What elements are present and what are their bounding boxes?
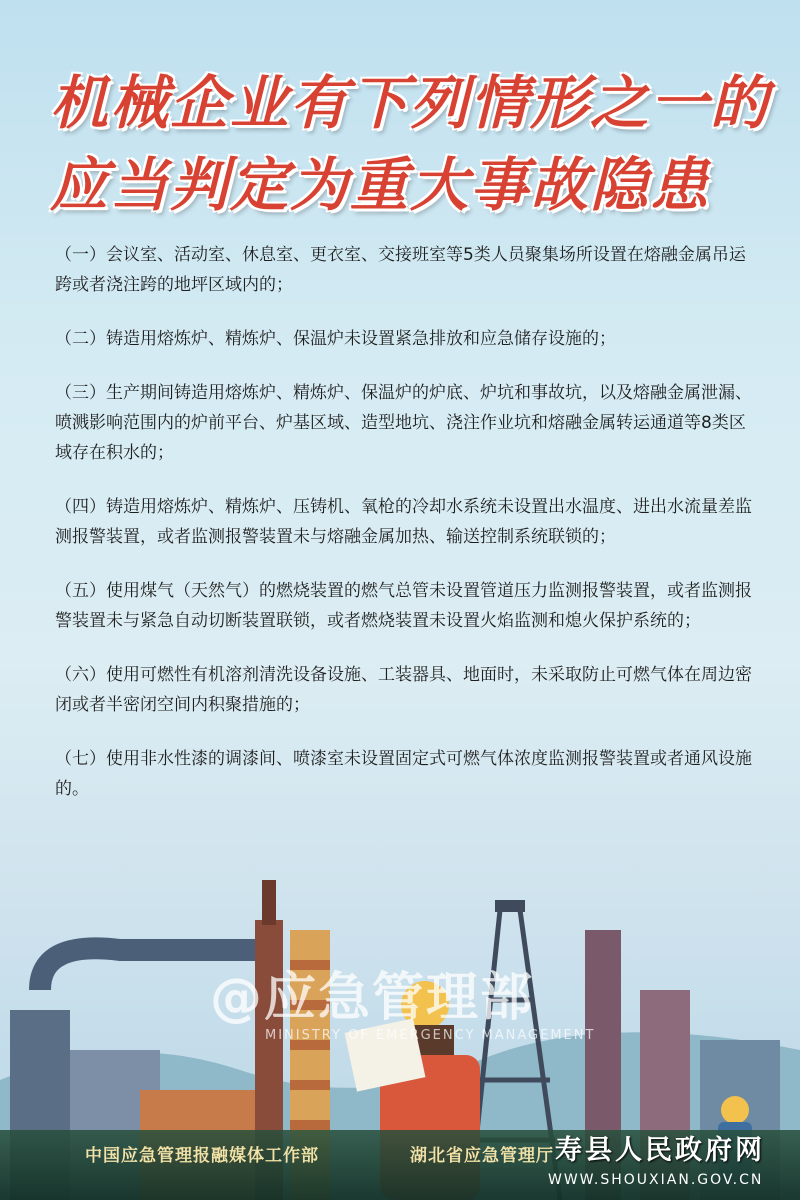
hazard-item-5: （五）使用煤气（天然气）的燃烧装置的燃气总管未设置管道压力监测报警装置，或者监测报警装置未与紧急自动切断装置联锁，或者燃烧装置未设置火焰监测和熄火保护系统的； <box>55 581 752 631</box>
chimney-top <box>262 880 276 925</box>
footer-credit-left: 中国应急管理报融媒体工作部 <box>85 1146 319 1166</box>
hazard-item-3: （三）生产期间铸造用熔炼炉、精炼炉、保温炉的炉底、炉坑和事故坑，以及熔融金属泄漏、喷溅影响范围内的炉前平台、炉基区域、造型地坑、浇注作业坑和熔融金属转运通道等8类区域存在积水的； <box>55 383 752 463</box>
title-line-2: 应当判定为重大事故隐患 <box>50 151 711 219</box>
hazard-item-7: （七）使用非水性漆的调漆间、喷漆室未设置固定式可燃气体浓度监测报警装置或者通风设施的。 <box>55 749 752 799</box>
title-line-1: 机械企业有下列情形之一的 <box>50 69 771 137</box>
site-name-watermark: 寿县人民政府网 <box>555 1135 765 1166</box>
site-url-watermark: WWW.SHOUXIAN.GOV.CN <box>548 1172 764 1188</box>
hazard-item-2: （二）铸造用熔炼炉、精炼炉、保温炉未设置紧急排放和应急储存设施的； <box>55 329 616 349</box>
hazard-list <box>55 240 755 828</box>
watermark-logo-text: @应急管理部 <box>210 968 535 1028</box>
hard-hat-small <box>721 1096 749 1124</box>
hazard-item-6: （六）使用可燃性有机溶剂清洗设备设施、工装器具、地面时，未采取防止可燃气体在周边密闭或者半密闭空间内积聚措施的； <box>55 665 752 715</box>
hazard-item-4: （四）铸造用熔炼炉、精炼炉、压铸机、氧枪的冷却水系统未设置出水温度、进出水流量差监测报警装置，或者监测报警装置未与熔融金属加热、输送控制系统联锁的； <box>55 497 752 547</box>
poster-title <box>50 62 770 226</box>
footer-credit-right: 湖北省应急管理厅 <box>410 1146 554 1166</box>
hazard-item-1: （一）会议室、活动室、休息室、更衣室、交接班室等5类人员聚集场所设置在熔融金属吊运跨或者浇注跨的地坪区域内的； <box>55 245 746 295</box>
watermark-subtitle: MINISTRY OF EMERGENCY MANAGEMENT <box>265 1028 596 1043</box>
